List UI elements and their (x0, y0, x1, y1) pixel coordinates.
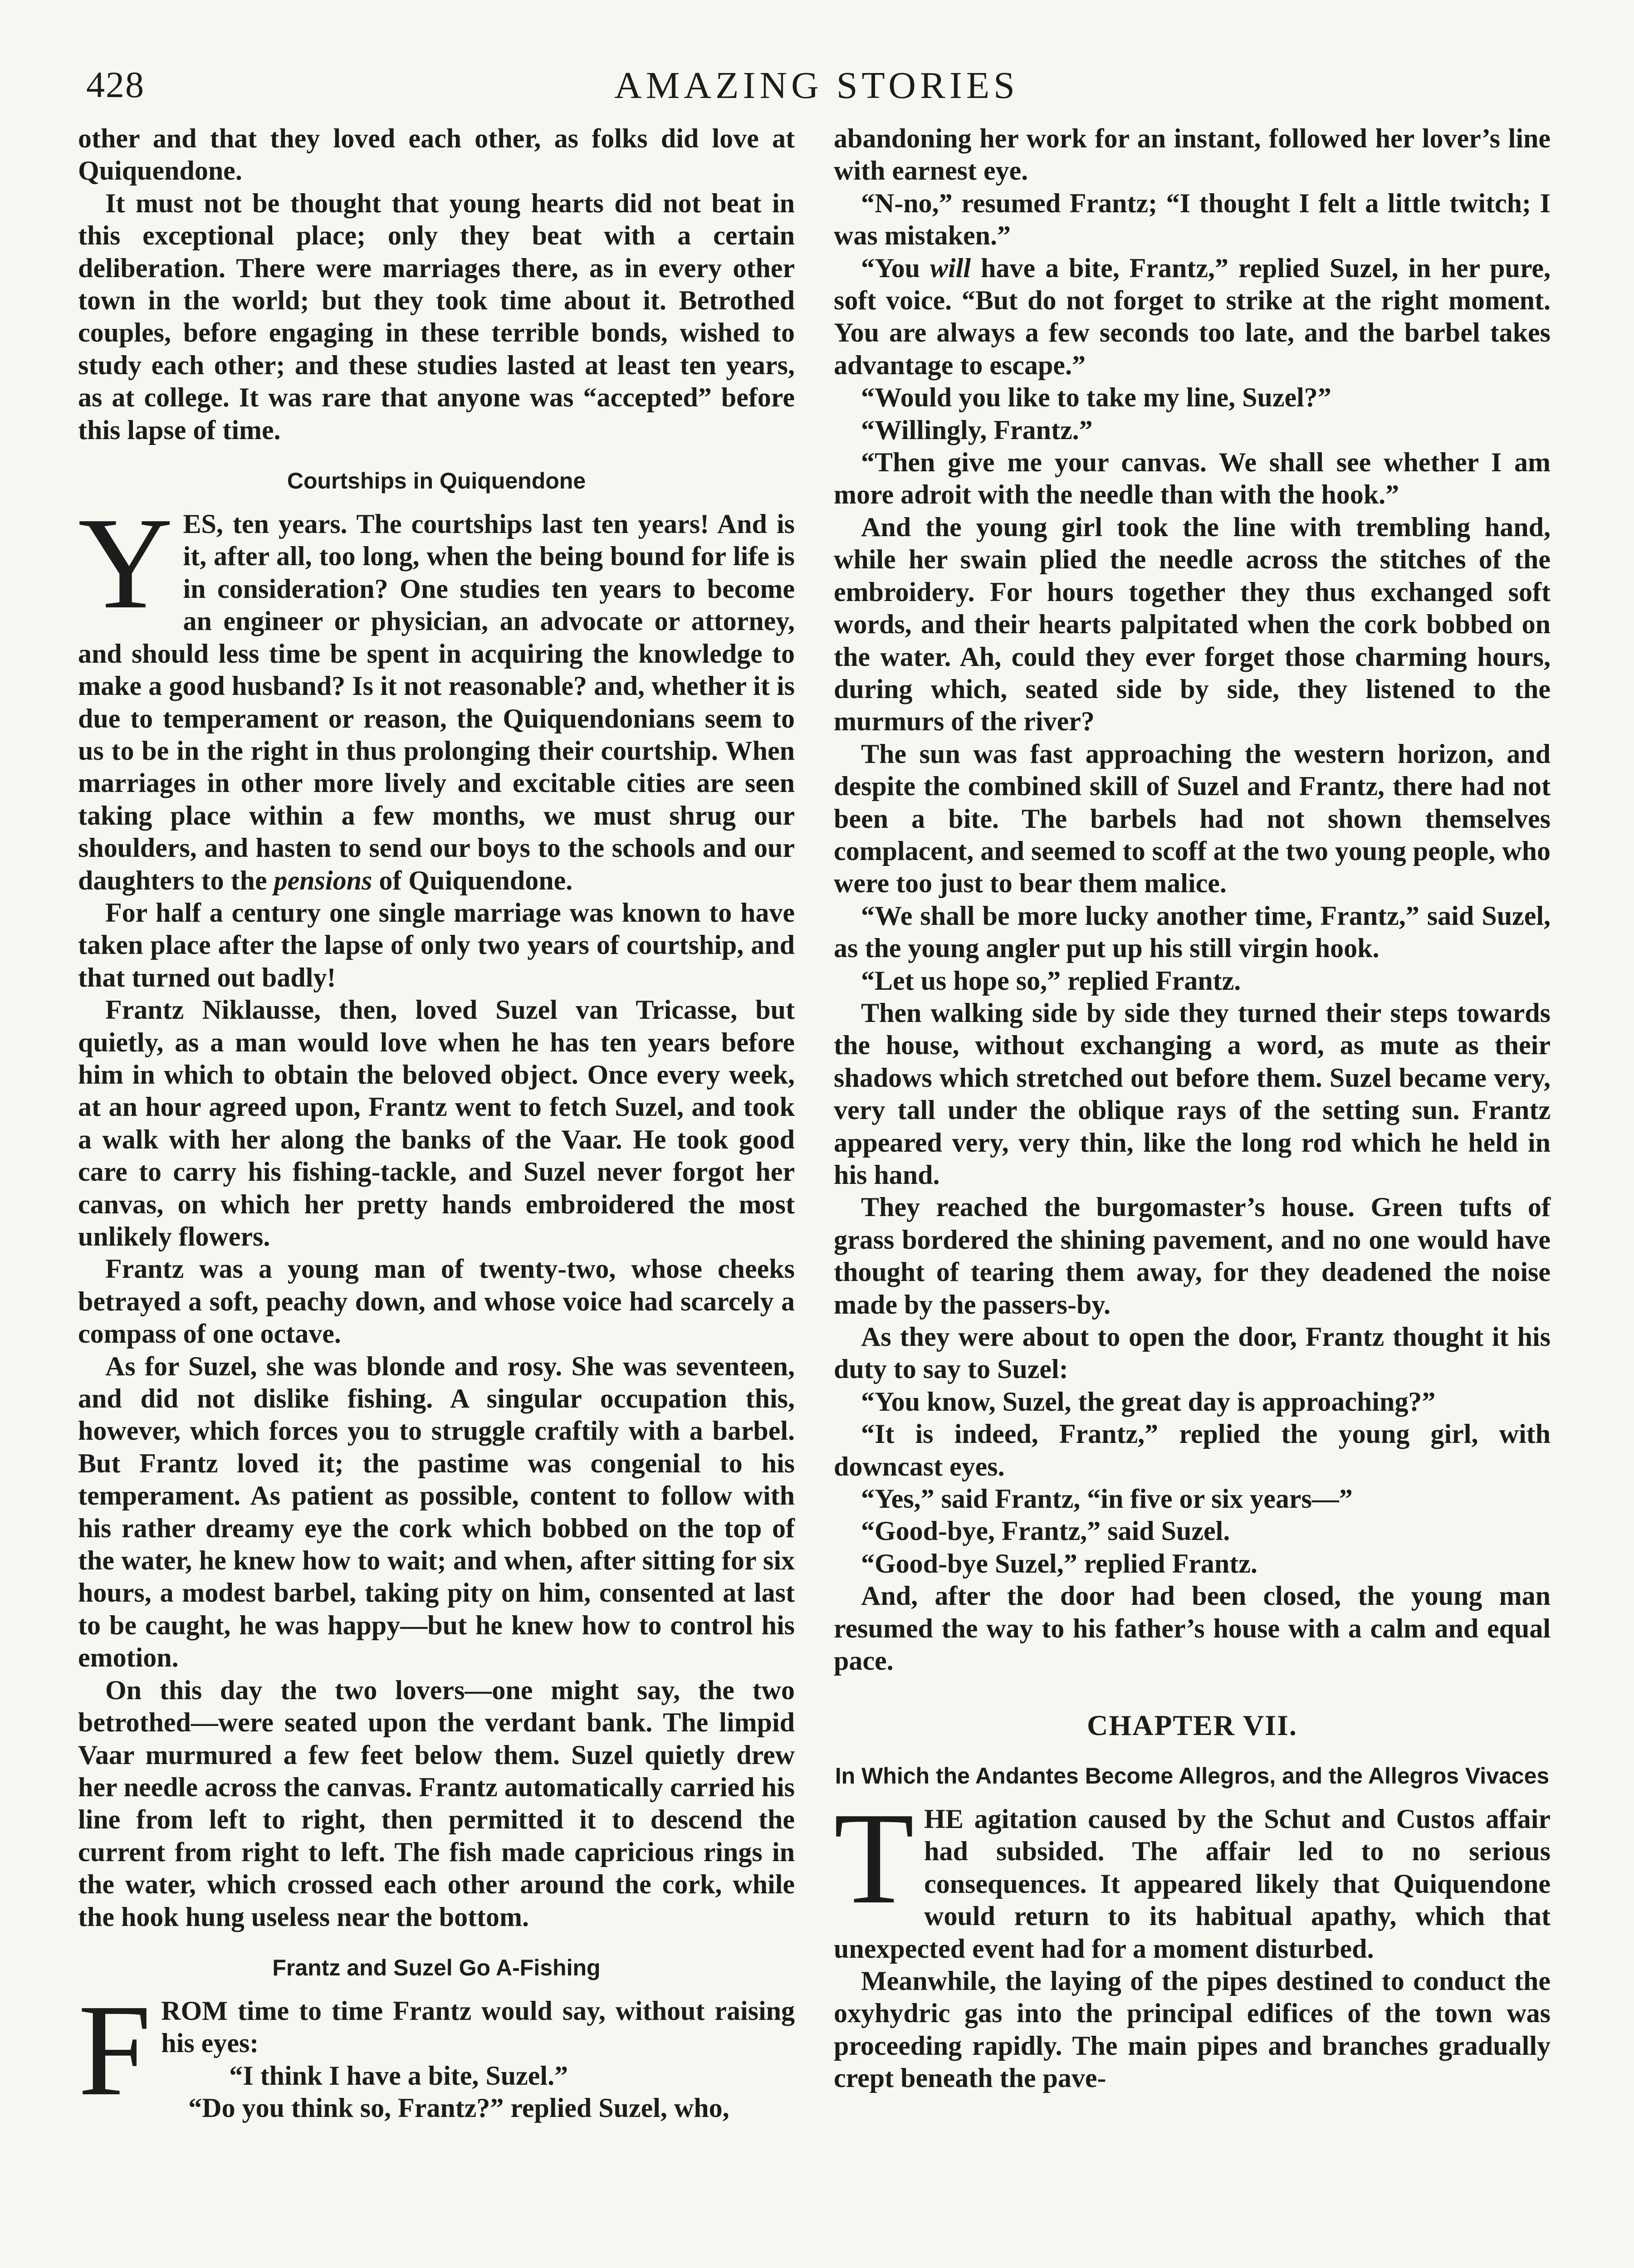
right-column (834, 122, 1551, 2095)
paragraph: “Yes,” said Frantz, “in five or six years—” (861, 1484, 1353, 1514)
paragraph-text: “You (861, 253, 920, 283)
paragraph: Then walking side by side they turned their steps towards the house, without exchanging a word, as mute as their shadows which stretched out before them. Suzel became very, very tall under the oblique rays of the setting sun. Frantz appeared very, very thin, like the long rod which he held in his hand. (834, 997, 1551, 1190)
paragraph: other and that they loved each other, as folks did love at Quiquendone. (78, 123, 795, 186)
paragraph-text: ROM time to time Frantz would say, without raising his eyes: (161, 1995, 795, 2058)
paragraph: “N-no,” resumed Frantz; “I thought I felt a little twitch; I was mistaken.” (834, 188, 1551, 251)
paragraph: “Do you think so, Frantz?” replied Suzel, who, (188, 2093, 729, 2123)
drop-cap: Y (78, 490, 173, 636)
paragraph: The sun was fast approaching the western horizon, and despite the combined skill of Suzel and Frantz, there had not been a bite. The barbels had not shown themselves complacent, and seemed to scoff at the two young people, who were too just to bear them malice. (834, 738, 1551, 899)
paragraph: “Would you like to take my line, Suzel?” (861, 382, 1331, 413)
left-column (78, 122, 795, 2125)
paragraph: “Willingly, Frantz.” (861, 415, 1093, 445)
paragraph (834, 252, 1551, 382)
drop-cap: F (78, 1977, 152, 2123)
paragraph: For half a century one single marriage was known to have taken place after the lapse of only two years of courtship, and that turned out badly! (78, 897, 795, 992)
paragraph: On this day the two lovers—one might say, the two betrothed—were seated upon the verdant bank. The limpid Vaar murmured a few feet below them. Suzel quietly drew her needle across the canvas. Frantz automatically carried his line from left to right, then permitted it to descend the current from right to left. The fish made capricious rings in the water, which crossed each other around the cork, while the hook hung useless near the bottom. (78, 1675, 795, 1932)
paragraph-text: ES, ten years. The courtships last ten years! And is it, after all, too long, when the being bound for life is in consideration? One studies ten years to become an engineer or physician, an advocate or attorney, and should less time be spent in acquiring the knowledge to make a good husband? Is it not reasonable? and, whether it is due to temperament or reason, the Quiquendonians seem to us to be in the right in thus prolonging their courtship. When marriages in other more lively and excitable cities are seen taking place within a few months, we must shrug our shoulders, and hasten to send our boys to the schools and our daughters to the (78, 509, 795, 895)
drop-cap: T (834, 1785, 915, 1931)
paragraph: Frantz was a young man of twenty-two, whose cheeks betrayed a soft, peachy down, and whose voice had scarcely a compass of one octave. (78, 1254, 795, 1349)
paragraph: As they were about to open the door, Frantz thought it his duty to say to Suzel: (834, 1322, 1551, 1384)
paragraph-dropcap (834, 1785, 1551, 1965)
section-subhead: Courtships in Quiquendone (287, 468, 586, 494)
paragraph: Meanwhile, the laying of the pipes destined to conduct the oxyhydric gas into the principal edifices of the town was proceeding rapidly. The main pipes and branches gradually crept beneath the pave- (834, 1965, 1551, 2093)
paragraph-text: have a bite, Frantz,” replied Suzel, in her pure, soft voice. “But do not forget to strike at the right moment. You are always a few seconds too late, and the barbel takes advantage to escape.” (834, 253, 1551, 380)
paragraph: “Then give me your canvas. We shall see whether I am more adroit with the needle than with the hook.” (834, 447, 1551, 510)
paragraph-dropcap (78, 490, 795, 897)
paragraph: They reached the burgomaster’s house. Green tufts of grass bordered the shining pavement, and no one would have thought of tearing them away, for they deadened the noise made by the passers-by. (834, 1192, 1551, 1320)
section-subhead: Frantz and Suzel Go A-Fishing (272, 1955, 601, 1980)
emphasis-text: pensions (274, 865, 372, 895)
paragraph: “Let us hope so,” replied Frantz. (861, 965, 1241, 996)
page-number: 428 (86, 64, 145, 105)
paragraph: And the young girl took the line with trembling hand, while her swain plied the needle across the stitches of the embroidery. For hours together they thus exchanged soft words, and their hearts palpitated when the cork bobbed on the water. Ah, could they ever forget those charming hours, during which, seated side by side, they listened to the murmurs of the river? (834, 512, 1551, 737)
paragraph: “You know, Suzel, the great day is approaching?” (861, 1386, 1436, 1417)
paragraph: As for Suzel, she was blonde and rosy. She was seventeen, and did not dislike fishing. A singular occupation this, however, which forces you to struggle craftily with a barbel. But Frantz loved it; the pastime was congenial to his temperament. As patient as possible, content to follow with his rather dreamy eye the cork which bobbed on the top of the water, he knew how to wait; and when, after sitting for six hours, a modest barbel, taking pity on him, consented at last to be caught, he was happy—but he knew how to control his emotion. (78, 1351, 795, 1673)
paragraph: Frantz Niklausse, then, loved Suzel van Tricasse, but quietly, as a man would love when he has ten years before him in which to obtain the beloved object. Once every week, at an hour agreed upon, Frantz went to fetch Suzel, and took a walk with her along the banks of the Vaar. He took good care to carry his fishing-tackle, and Suzel never forgot her canvas, on which her pretty hands embroidered the most unlikely flowers. (78, 995, 795, 1251)
paragraph-text: HE agitation caused by the Schut and Custos affair had subsided. The affair led to no serious consequences. It appeared likely that Quiquendone would return to its habitual apathy, which that unexpected event had for a moment disturbed. (834, 1804, 1551, 1964)
paragraph: “I think I have a bite, Suzel.” (229, 2060, 568, 2091)
page-header (82, 64, 1551, 113)
paragraph: And, after the door had been closed, the young man resumed the way to his father’s house with a calm and equal pace. (834, 1581, 1551, 1676)
chapter-heading: CHAPTER VII. (1087, 1709, 1297, 1741)
chapter-subtitle: In Which the Andantes Become Allegros, and the Allegros Vivaces (835, 1763, 1550, 1789)
running-title: AMAZING STORIES (614, 64, 1019, 107)
paragraph: “We shall be more lucky another time, Frantz,” said Suzel, as the young angler put up his still virgin hook. (834, 900, 1551, 963)
paragraph-text: of Quiquendone. (379, 865, 573, 895)
paragraph: It must not be thought that young hearts did not beat in this exceptional place; only they beat with a certain deliberation. There were marriages there, as in every other town in the world; but they took time about it. Betrothed couples, before engaging in these terrible bonds, wished to study each other; and these studies lasted at least ten years, as at college. It was rare that anyone was “accepted” before this lapse of time. (78, 188, 795, 445)
paragraph: “Good-bye Suzel,” replied Frantz. (861, 1548, 1257, 1579)
paragraph: abandoning her work for an instant, followed her lover’s line with earnest eye. (834, 123, 1551, 186)
paragraph: “It is indeed, Frantz,” replied the young girl, with downcast eyes. (834, 1419, 1551, 1481)
paragraph: “Good-bye, Frantz,” said Suzel. (861, 1516, 1230, 1546)
emphasis-text: will (930, 253, 971, 283)
